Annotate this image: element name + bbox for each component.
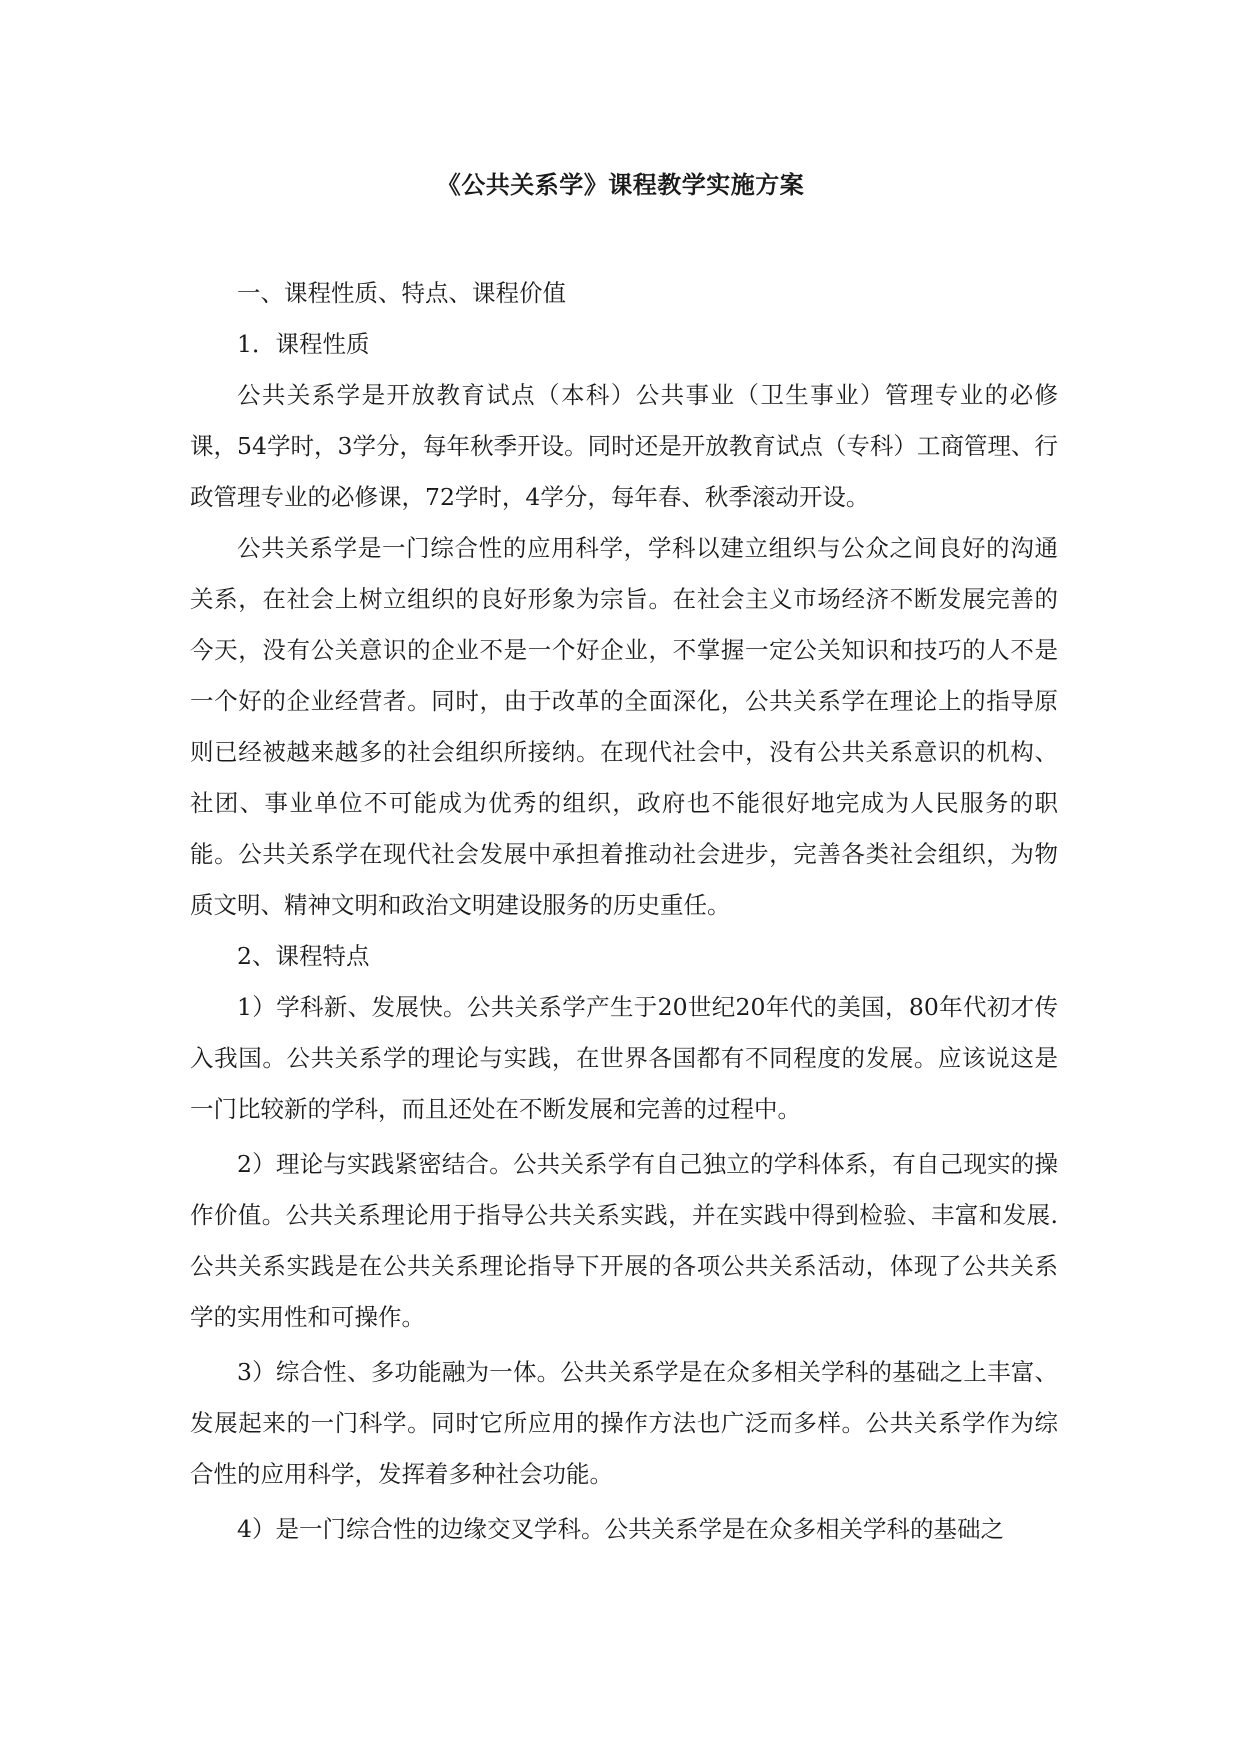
subheading-course-nature: 1．课程性质: [237, 330, 370, 358]
paragraph-feature-3: 3）综合性、多功能融为一体。公共关系学是在众多相关学科的基础之上丰富、发展起来的一门科学。同时它所应用的操作方法也广泛而多样。公共关系学作为综合性的应用科学，发挥着多种社会功能。: [190, 1358, 1058, 1488]
paragraph-course-nature: 公共关系学是开放教育试点（本科）公共事业（卫生事业）管理专业的必修课，54学时，3学分，每年秋季开设。同时还是开放教育试点（专科）工商管理、行政管理专业的必修课，72学时，4学分，每年春、秋季滚动开设。: [190, 381, 1058, 511]
paragraph-feature-2: 2）理论与实践紧密结合。公共关系学有自己独立的学科体系，有自己现实的操作价值。公共关系理论用于指导公共关系实践，并在实践中得到检验、丰富和发展. 公共关系实践是在公共关系理论指导下开展的各项公共关系活动，体现了公共关系学的实用性和可操作。: [190, 1150, 1058, 1331]
subheading-course-features: 2、课程特点: [237, 942, 370, 970]
paragraph-feature-4: 4）是一门综合性的边缘交叉学科。公共关系学是在众多相关学科的基础之: [237, 1515, 1004, 1543]
paragraph-course-value: 公共关系学是一门综合性的应用科学，学科以建立组织与公众之间良好的沟通关系，在社会上树立组织的良好形象为宗旨。在社会主义市场经济不断发展完善的今天，没有公关意识的企业不是一个好企业，不掌握一定公关知识和技巧的人不是一个好的企业经营者。同时，由于改革的全面深化，公共关系学在理论上的指导原则已经被越来越多的社会组织所接纳。在现代社会中，没有公共关系意识的机构、社团、事业单位不可能成为优秀的组织，政府也不能很好地完成为人民服务的职能。公共关系学在现代社会发展中承担着推动社会进步，完善各类社会组织，为物质文明、精神文明和政治文明建设服务的历史重任。: [190, 534, 1058, 919]
document-body: [190, 268, 1058, 1555]
section-heading-course-nature-features-value: 一、课程性质、特点、课程价值: [237, 279, 566, 307]
document-title: 《公共关系学》课程教学实施方案: [436, 170, 805, 199]
paragraph-feature-1: 1）学科新、发展快。公共关系学产生于20世纪20年代的美国，80年代初才传入我国。公共关系学的理论与实践，在世界各国都有不同程度的发展。应该说这是一门比较新的学科，而且还处在不断发展和完善的过程中。: [190, 993, 1058, 1123]
